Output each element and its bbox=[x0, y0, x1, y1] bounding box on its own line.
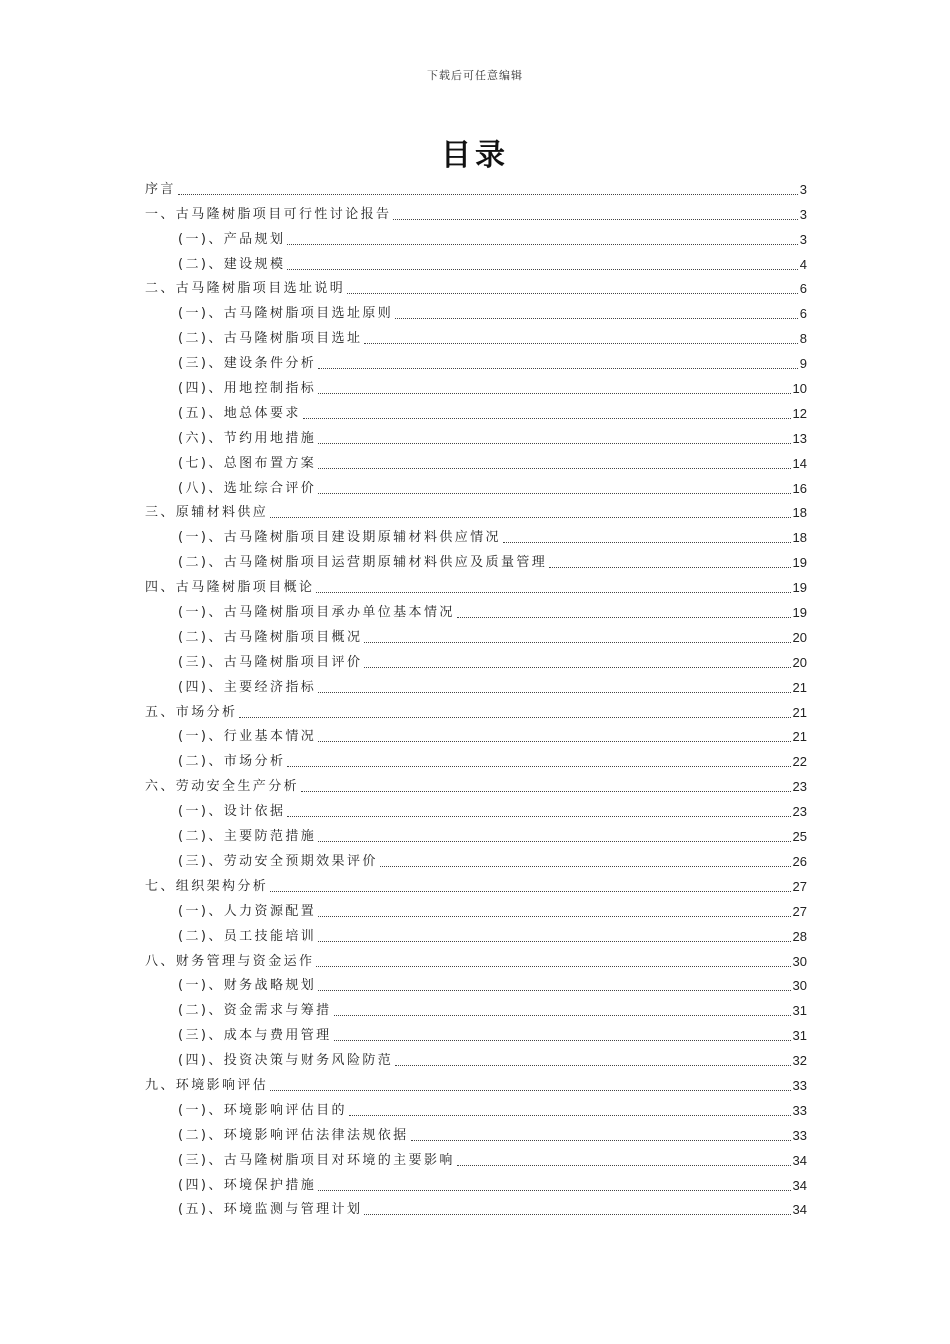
toc-entry-label: (三)、古马隆树脂项目评价 bbox=[178, 654, 363, 670]
toc-entry[interactable] bbox=[145, 1020, 807, 1045]
toc-entry[interactable] bbox=[145, 1195, 807, 1220]
toc-entry[interactable] bbox=[145, 722, 807, 747]
toc-dot-leader bbox=[364, 343, 797, 344]
toc-entry[interactable] bbox=[145, 298, 807, 323]
toc-entry[interactable] bbox=[145, 1095, 807, 1120]
toc-entry-label: 七、组织架构分析 bbox=[145, 878, 269, 894]
toc-entry-page-number: 12 bbox=[792, 405, 807, 421]
toc-entry-page-number: 26 bbox=[792, 853, 807, 869]
toc-entry-label: (四)、环境保护措施 bbox=[178, 1177, 317, 1193]
toc-dot-leader bbox=[270, 517, 790, 518]
toc-entry-label: (五)、地总体要求 bbox=[178, 405, 301, 421]
toc-dot-leader bbox=[287, 269, 797, 270]
toc-dot-leader bbox=[318, 990, 790, 991]
toc-entry[interactable] bbox=[145, 672, 807, 697]
toc-dot-leader bbox=[287, 766, 790, 767]
toc-entry[interactable] bbox=[145, 821, 807, 846]
toc-entry-page-number: 9 bbox=[799, 356, 807, 372]
toc-dot-leader bbox=[549, 567, 790, 568]
toc-entry[interactable] bbox=[145, 373, 807, 398]
toc-entry-label: 八、财务管理与资金运作 bbox=[145, 953, 315, 969]
toc-dot-leader bbox=[239, 717, 790, 718]
toc-dot-leader bbox=[287, 816, 790, 817]
toc-entry-label: (二)、建设规模 bbox=[178, 256, 286, 272]
toc-entry-label: (一)、古马隆树脂项目选址原则 bbox=[178, 306, 394, 322]
toc-entry-page-number: 28 bbox=[792, 928, 807, 944]
toc-entry[interactable] bbox=[145, 971, 807, 996]
toc-entry-label: (一)、环境影响评估目的 bbox=[178, 1102, 347, 1118]
table-of-contents bbox=[145, 174, 807, 1219]
toc-entry-page-number: 30 bbox=[792, 978, 807, 994]
toc-entry[interactable] bbox=[145, 871, 807, 896]
toc-entry-page-number: 27 bbox=[792, 903, 807, 919]
toc-entry[interactable] bbox=[145, 697, 807, 722]
toc-entry-label: (二)、环境影响评估法律法规依据 bbox=[178, 1127, 409, 1143]
toc-entry[interactable] bbox=[145, 1070, 807, 1095]
toc-entry-label: (七)、总图布置方案 bbox=[178, 455, 317, 471]
toc-entry[interactable] bbox=[145, 423, 807, 448]
toc-entry-label: (三)、成本与费用管理 bbox=[178, 1028, 332, 1044]
toc-dot-leader bbox=[318, 916, 790, 917]
toc-entry-label: 三、原辅材料供应 bbox=[145, 505, 269, 521]
toc-entry[interactable] bbox=[145, 1045, 807, 1070]
toc-entry[interactable] bbox=[145, 174, 807, 199]
toc-entry-page-number: 33 bbox=[792, 1077, 807, 1093]
toc-entry[interactable] bbox=[145, 274, 807, 299]
toc-entry-page-number: 31 bbox=[792, 1003, 807, 1019]
toc-entry-label: 二、古马隆树脂项目选址说明 bbox=[145, 281, 346, 297]
toc-entry[interactable] bbox=[145, 348, 807, 373]
toc-entry[interactable] bbox=[145, 846, 807, 871]
toc-entry[interactable] bbox=[145, 896, 807, 921]
toc-entry-label: (二)、员工技能培训 bbox=[178, 928, 317, 944]
toc-entry-label: (一)、行业基本情况 bbox=[178, 729, 317, 745]
toc-entry-page-number: 27 bbox=[792, 878, 807, 894]
toc-entry[interactable] bbox=[145, 796, 807, 821]
toc-entry-label: (五)、环境监测与管理计划 bbox=[178, 1202, 363, 1218]
toc-entry[interactable] bbox=[145, 647, 807, 672]
toc-entry-label: (一)、财务战略规划 bbox=[178, 978, 317, 994]
toc-entry-label: (八)、选址综合评价 bbox=[178, 480, 317, 496]
toc-entry-label: (二)、市场分析 bbox=[178, 754, 286, 770]
toc-dot-leader bbox=[380, 866, 791, 867]
toc-dot-leader bbox=[334, 1015, 791, 1016]
toc-dot-leader bbox=[457, 1165, 791, 1166]
toc-entry-page-number: 25 bbox=[792, 829, 807, 845]
toc-entry-label: (二)、古马隆树脂项目运营期原辅材料供应及质量管理 bbox=[178, 555, 548, 571]
toc-entry[interactable] bbox=[145, 522, 807, 547]
toc-entry-label: (一)、古马隆树脂项目建设期原辅材料供应情况 bbox=[178, 530, 501, 546]
toc-dot-leader bbox=[347, 293, 798, 294]
toc-entry[interactable] bbox=[145, 249, 807, 274]
toc-dot-leader bbox=[178, 194, 798, 195]
toc-entry-page-number: 13 bbox=[792, 430, 807, 446]
toc-entry-label: (四)、用地控制指标 bbox=[178, 381, 317, 397]
toc-entry[interactable] bbox=[145, 199, 807, 224]
toc-entry[interactable] bbox=[145, 1170, 807, 1195]
toc-entry[interactable] bbox=[145, 473, 807, 498]
toc-dot-leader bbox=[318, 493, 790, 494]
toc-entry-page-number: 20 bbox=[792, 654, 807, 670]
toc-entry-label: (一)、设计依据 bbox=[178, 804, 286, 820]
toc-dot-leader bbox=[318, 443, 790, 444]
toc-dot-leader bbox=[395, 1065, 790, 1066]
toc-entry-page-number: 20 bbox=[792, 629, 807, 645]
toc-entry-page-number: 19 bbox=[792, 605, 807, 621]
toc-entry[interactable] bbox=[145, 448, 807, 473]
toc-entry-label: (二)、资金需求与筹措 bbox=[178, 1003, 332, 1019]
toc-entry-page-number: 18 bbox=[792, 505, 807, 521]
toc-entry-page-number: 23 bbox=[792, 804, 807, 820]
toc-dot-leader bbox=[318, 468, 790, 469]
toc-entry-page-number: 8 bbox=[799, 331, 807, 347]
toc-entry-page-number: 31 bbox=[792, 1028, 807, 1044]
toc-dot-leader bbox=[303, 418, 791, 419]
toc-entry[interactable] bbox=[145, 323, 807, 348]
toc-title: 目录 bbox=[441, 138, 509, 173]
toc-entry-page-number: 30 bbox=[792, 953, 807, 969]
toc-entry[interactable] bbox=[145, 946, 807, 971]
toc-entry-page-number: 4 bbox=[799, 256, 807, 272]
toc-entry[interactable] bbox=[145, 622, 807, 647]
toc-entry[interactable] bbox=[145, 995, 807, 1020]
toc-entry-page-number: 22 bbox=[792, 754, 807, 770]
toc-entry-page-number: 10 bbox=[792, 381, 807, 397]
toc-dot-leader bbox=[318, 1190, 790, 1191]
toc-entry-label: (三)、劳动安全预期效果评价 bbox=[178, 853, 378, 869]
toc-entry-page-number: 16 bbox=[792, 480, 807, 496]
toc-dot-leader bbox=[364, 1214, 790, 1215]
toc-entry-label: (一)、人力资源配置 bbox=[178, 903, 317, 919]
toc-entry-label: (三)、古马隆树脂项目对环境的主要影响 bbox=[178, 1152, 455, 1168]
toc-dot-leader bbox=[364, 667, 790, 668]
toc-dot-leader bbox=[395, 318, 798, 319]
toc-entry-page-number: 34 bbox=[792, 1202, 807, 1218]
toc-entry-page-number: 18 bbox=[792, 530, 807, 546]
toc-entry[interactable] bbox=[145, 398, 807, 423]
toc-entry-page-number: 14 bbox=[792, 455, 807, 471]
toc-dot-leader bbox=[301, 791, 791, 792]
toc-entry[interactable] bbox=[145, 498, 807, 523]
toc-entry-page-number: 34 bbox=[792, 1177, 807, 1193]
page-header: 下载后可任意编辑 bbox=[427, 69, 523, 82]
toc-dot-leader bbox=[349, 1115, 791, 1116]
toc-dot-leader bbox=[503, 542, 791, 543]
toc-dot-leader bbox=[287, 244, 797, 245]
toc-entry-page-number: 34 bbox=[792, 1152, 807, 1168]
toc-entry[interactable] bbox=[145, 921, 807, 946]
toc-entry-page-number: 32 bbox=[792, 1053, 807, 1069]
toc-entry-label: 九、环境影响评估 bbox=[145, 1077, 269, 1093]
toc-entry-label: (一)、古马隆树脂项目承办单位基本情况 bbox=[178, 605, 455, 621]
toc-entry-label: 四、古马隆树脂项目概论 bbox=[145, 580, 315, 596]
toc-entry[interactable] bbox=[145, 771, 807, 796]
toc-entry[interactable] bbox=[145, 597, 807, 622]
toc-entry-page-number: 6 bbox=[799, 281, 807, 297]
toc-entry-label: (二)、古马隆树脂项目概况 bbox=[178, 629, 363, 645]
toc-entry[interactable] bbox=[145, 1145, 807, 1170]
toc-dot-leader bbox=[316, 966, 790, 967]
toc-entry-label: (四)、主要经济指标 bbox=[178, 679, 317, 695]
toc-entry-label: (一)、产品规划 bbox=[178, 231, 286, 247]
toc-dot-leader bbox=[318, 941, 790, 942]
toc-entry-label: 五、市场分析 bbox=[145, 704, 238, 720]
toc-dot-leader bbox=[334, 1040, 791, 1041]
toc-dot-leader bbox=[457, 617, 791, 618]
toc-entry-page-number: 21 bbox=[792, 679, 807, 695]
toc-entry-label: (三)、建设条件分析 bbox=[178, 356, 317, 372]
toc-dot-leader bbox=[316, 592, 790, 593]
toc-entry[interactable] bbox=[145, 746, 807, 771]
toc-dot-leader bbox=[318, 368, 798, 369]
toc-entry-label: (六)、节约用地措施 bbox=[178, 430, 317, 446]
toc-entry-page-number: 33 bbox=[792, 1127, 807, 1143]
toc-entry-page-number: 3 bbox=[799, 181, 807, 197]
toc-entry-label: (四)、投资决策与财务风险防范 bbox=[178, 1053, 394, 1069]
toc-entry-page-number: 3 bbox=[799, 231, 807, 247]
toc-entry-page-number: 21 bbox=[792, 729, 807, 745]
toc-entry-label: (二)、古马隆树脂项目选址 bbox=[178, 331, 363, 347]
toc-entry[interactable] bbox=[145, 224, 807, 249]
toc-entry[interactable] bbox=[145, 547, 807, 572]
toc-dot-leader bbox=[411, 1140, 791, 1141]
toc-dot-leader bbox=[364, 642, 790, 643]
toc-entry-label: 六、劳动安全生产分析 bbox=[145, 779, 300, 795]
toc-dot-leader bbox=[318, 393, 790, 394]
toc-dot-leader bbox=[270, 891, 790, 892]
toc-dot-leader bbox=[318, 741, 790, 742]
toc-entry-page-number: 33 bbox=[792, 1102, 807, 1118]
toc-entry-page-number: 21 bbox=[792, 704, 807, 720]
toc-entry-page-number: 19 bbox=[792, 555, 807, 571]
toc-dot-leader bbox=[318, 841, 790, 842]
toc-entry-label: (二)、主要防范措施 bbox=[178, 829, 317, 845]
toc-entry-page-number: 3 bbox=[799, 206, 807, 222]
toc-entry-page-number: 19 bbox=[792, 580, 807, 596]
toc-entry-page-number: 23 bbox=[792, 779, 807, 795]
toc-dot-leader bbox=[318, 692, 790, 693]
toc-entry-page-number: 6 bbox=[799, 306, 807, 322]
toc-entry[interactable] bbox=[145, 1120, 807, 1145]
toc-entry[interactable] bbox=[145, 572, 807, 597]
toc-dot-leader bbox=[270, 1090, 790, 1091]
toc-entry-label: 一、古马隆树脂项目可行性讨论报告 bbox=[145, 206, 392, 222]
toc-dot-leader bbox=[393, 219, 797, 220]
toc-entry-label: 序言 bbox=[145, 181, 176, 197]
